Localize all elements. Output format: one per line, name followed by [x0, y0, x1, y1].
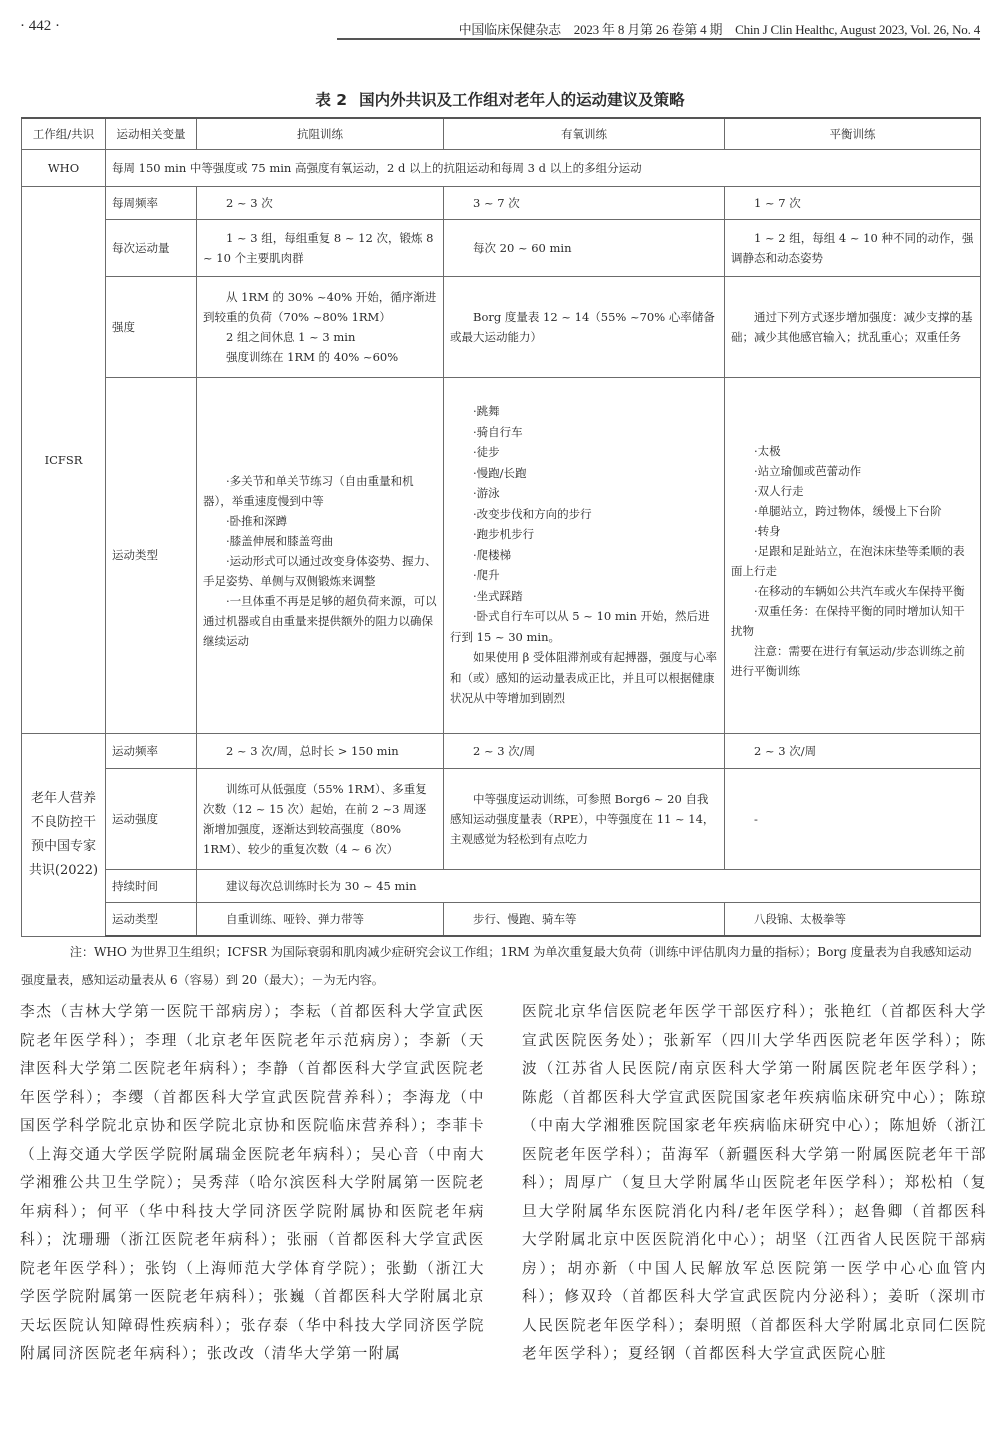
- aerobic-cell: [444, 219, 725, 276]
- bullet-item: ·徒步: [473, 445, 500, 460]
- table-row: [22, 219, 981, 276]
- table-row: [22, 733, 981, 768]
- cell-text: 3 ~ 7 次: [473, 195, 520, 210]
- bullet-item: ·跑步机步行: [473, 527, 535, 542]
- resistance-cell: [197, 377, 444, 733]
- cell-text: 2 组之间休息 1 ~ 3 min: [226, 329, 356, 344]
- cell-text: 2 ~ 3 次: [226, 195, 273, 210]
- running-head: [0, 0, 1000, 40]
- bullet-item: ·运动形式可以通过改变身体姿势、握力、手足姿势、单侧与双侧锻炼来调整: [203, 554, 437, 588]
- aerobic-cell: [444, 377, 725, 733]
- table-row-who: [22, 149, 981, 186]
- note-item: 如果使用 β 受体阻滞剂或有起搏器，强度与心率和（或）感知的运动量表成正比，并且可以根据健康状况从中等增加到剧烈: [450, 650, 717, 706]
- variable-cell: 每周频率: [106, 186, 197, 219]
- bullet-item: ·足跟和足趾站立，在泡沫床垫等柔顺的表面上行走: [731, 544, 965, 578]
- resistance-cell: [197, 186, 444, 219]
- balance-cell: [725, 276, 981, 377]
- aerobic-cell: [444, 186, 725, 219]
- table-row: [22, 186, 981, 219]
- group-cell: 老年人营养不良防控干预中国专家共识(2022): [22, 733, 106, 936]
- cell-text: 强度训练在 1RM 的 40% ~60%: [226, 349, 399, 364]
- table-title: [0, 88, 1000, 110]
- balance-cell: [725, 219, 981, 276]
- variable-cell: 运动类型: [106, 902, 197, 936]
- body-text-left-column: 李杰（吉林大学第一医院干部病房）；李耘（首都医科大学宣武医院老年医学科）；李理（北京老年医院老年示范病房）；李新（天津医科大学第二医院老年病科）；李静（首都医科大学宣武医院老年医学科）；李缨（首都医科大学宣武医院营养科）；李海龙（中国医学科学院北京协和医学院北京协和医院临床营养科）；李菲卡（上海交通大学医学院附属瑞金医院老年病科）；吴心音（中南大学湘雅公共卫生学院）；吴秀萍（哈尔滨医科大学附属第一医院老年病科）；何平（华中科技大学同济医学院附属协和医院老年病科）；沈珊珊（浙江医院老年病科）；张丽（首都医科大学宣武医院老年医学科）；张钧（上海师范大学体育学院）；张勤（浙江大学医学院附属第一医院老年病科）；张巍（首都医科大学附属北京天坛医院认知障碍性疾病科）；张存泰（华中科技大学同济医学院附属同济医院老年病科）；张改改（清华大学第一附属: [20, 1003, 485, 1362]
- balance-cell: 八段锦、太极拳等: [725, 902, 981, 936]
- bullet-item: ·多关节和单关节练习（自由重量和机器），举重速度慢到中等: [203, 474, 414, 508]
- who-recommendation: 每周 150 min 中等强度或 75 min 高强度有氧运动，2 d 以上的抗阻运动和每周 3 d 以上的多组分运动: [106, 149, 981, 186]
- bullet-item: ·骑自行车: [473, 424, 523, 439]
- variable-cell: 持续时间: [106, 869, 197, 902]
- bullet-item: ·双人行走: [754, 484, 804, 498]
- duration-cell: 建议每次总训练时长为 30 ~ 45 min: [197, 869, 981, 902]
- bullet-item: ·双重任务：在保持平衡的同时增加认知干扰物: [731, 604, 965, 638]
- variable-cell: 运动频率: [106, 733, 197, 768]
- cell-text: 每次 20 ~ 60 min: [473, 240, 572, 255]
- bullet-item: ·站立瑜伽或芭蕾动作: [754, 464, 862, 478]
- resistance-cell: [197, 276, 444, 377]
- table-row: [22, 902, 981, 936]
- variable-cell: 运动类型: [106, 377, 197, 733]
- cell-text: 1 ~ 3 组，每组重复 8 ~ 12 次，锻炼 8 ~ 10 个主要肌肉群: [203, 230, 434, 265]
- bullet-item: ·坐式踩踏: [473, 588, 523, 603]
- cell-text: 1 ~ 7 次: [754, 195, 801, 210]
- bullet-item: ·单腿站立，跨过物体，缓慢上下台阶: [754, 504, 942, 518]
- table-row: [22, 276, 981, 377]
- cell-text: 1 ~ 2 组，每组 4 ~ 10 种不同的动作，强调静态和动态姿势: [731, 230, 974, 265]
- balance-cell: -: [725, 768, 981, 869]
- cell-text: 从 1RM 的 30% ~40% 开始，循序渐进到较重的负荷（70% ~80% 1RM）: [203, 289, 437, 324]
- cell-text: 通过下列方式逐步增加强度：减少支撑的基础；减少其他感官输入；扰乱重心；双重任务: [731, 309, 973, 344]
- bullet-item: ·跳舞: [473, 404, 500, 419]
- note-item: 注意：需要在进行有氧运动/步态训练之前进行平衡训练: [731, 644, 965, 678]
- bullet-item: ·卧式自行车可以从 5 ~ 10 min 开始，然后进行到 15 ~ 30 min。: [450, 609, 710, 644]
- column-header: 平衡训练: [725, 118, 981, 149]
- bullet-item: ·太极: [754, 444, 781, 458]
- bullet-item: ·改变步伐和方向的步行: [473, 506, 592, 521]
- table-number: 表 2: [315, 91, 348, 109]
- resistance-cell: [197, 219, 444, 276]
- balance-cell: [725, 377, 981, 733]
- cell-text: Borg 度量表 12 ~ 14（55% ~70% 心率储备或最大运动能力）: [450, 309, 715, 344]
- page-number: · 442 ·: [20, 18, 60, 34]
- column-header: 有氧训练: [444, 118, 725, 149]
- group-cell: ICFSR: [22, 186, 106, 733]
- table-row: [22, 377, 981, 733]
- bullet-item: ·在移动的车辆如公共汽车或火车保持平衡: [754, 584, 965, 598]
- table-footnote: 注：WHO 为世界卫生组织；ICFSR 为国际衰弱和肌肉减少症研究会议工作组；1RM 为单次重复最大负荷（训练中评估肌肉力量的指标）；Borg 度量表为自我感知运动强度量表，感知运动量表从 6（容易）到 20（最大）；－为无内容。: [21, 945, 972, 987]
- bullet-item: ·游泳: [473, 486, 500, 501]
- variable-cell: 强度: [106, 276, 197, 377]
- aerobic-cell: 中等强度运动训练，可参照 Borg6 ~ 20 自我感知运动强度量表（RPE），中等强度在 11 ~ 14，主观感觉为轻松到有点吃力: [444, 768, 725, 869]
- group-cell: WHO: [22, 149, 106, 186]
- table-row: [22, 869, 981, 902]
- resistance-cell: 2 ~ 3 次/周，总时长 > 150 min: [197, 733, 444, 768]
- aerobic-cell: 步行、慢跑、骑车等: [444, 902, 725, 936]
- table-caption: 国内外共识及工作组对老年人的运动建议及策略: [359, 91, 685, 109]
- table-header-row: [22, 118, 981, 149]
- aerobic-cell: [444, 276, 725, 377]
- column-header: 工作组/共识: [22, 118, 106, 149]
- bullet-item: ·爬升: [473, 568, 500, 583]
- balance-cell: 2 ~ 3 次/周: [725, 733, 981, 768]
- bullet-item: ·转身: [754, 524, 781, 538]
- variable-cell: 运动强度: [106, 768, 197, 869]
- aerobic-cell: 2 ~ 3 次/周: [444, 733, 725, 768]
- bullet-item: ·慢跑/长跑: [473, 465, 527, 480]
- header-rule: [337, 38, 980, 40]
- resistance-cell: 训练可从低强度（55% 1RM）、多重复次数（12 ~ 15 次）起始，在前 2 ~3 周逐渐增加强度，逐渐达到较高强度（80% 1RM）、较少的重复次数（4 ~ 6 次）: [197, 768, 444, 869]
- journal-citation: 中国临床保健杂志 2023 年 8 月第 26 卷第 4 期 Chin J Clin Healthc, August 2023, Vol. 26, No. 4: [458, 22, 980, 37]
- column-header: 运动相关变量: [106, 118, 197, 149]
- column-header: 抗阻训练: [197, 118, 444, 149]
- body-text-right-column: 医院北京华信医院老年医学干部医疗科）；张艳红（首都医科大学宣武医院医务处）；张新军（四川大学华西医院老年医学科）；陈波（江苏省人民医院/南京医科大学第一附属医院老年医学科）；陈彪（首都医科大学宣武医院国家老年疾病临床研究中心）；陈琼（中南大学湘雅医院国家老年疾病临床研究中心）；陈旭娇（浙江医院老年医学科）；苗海军（新疆医科大学第一附属医院老年干部科）；周厚广（复旦大学附属华山医院老年医学科）；郑松柏（复旦大学附属华东医院消化内科/老年医学科）；赵鲁卿（首都医科大学附属北京中医医院消化中心）；胡坚（江西省人民医院干部病房）；胡亦新（中国人民解放军总医院第一医学中心心血管内科）；修双玲（首都医科大学宣武医院内分泌科）；姜昕（深圳市人民医院老年医学科）；秦明照（首都医科大学附属北京同仁医院老年医学科）；夏经钢（首都医科大学宣武医院心脏: [522, 1003, 987, 1362]
- bullet-item: ·膝盖伸展和膝盖弯曲: [226, 534, 334, 548]
- balance-cell: [725, 186, 981, 219]
- resistance-cell: 自重训练、哑铃、弹力带等: [197, 902, 444, 936]
- bullet-item: ·爬楼梯: [473, 547, 512, 562]
- exercise-recommendation-table: [21, 117, 981, 937]
- bullet-item: ·卧推和深蹲: [226, 514, 288, 528]
- bullet-item: ·一旦体重不再是足够的超负荷来源，可以通过机器或自由重量来提供额外的阻力以确保继续运动: [203, 594, 437, 648]
- variable-cell: 每次运动量: [106, 219, 197, 276]
- table-row: [22, 768, 981, 869]
